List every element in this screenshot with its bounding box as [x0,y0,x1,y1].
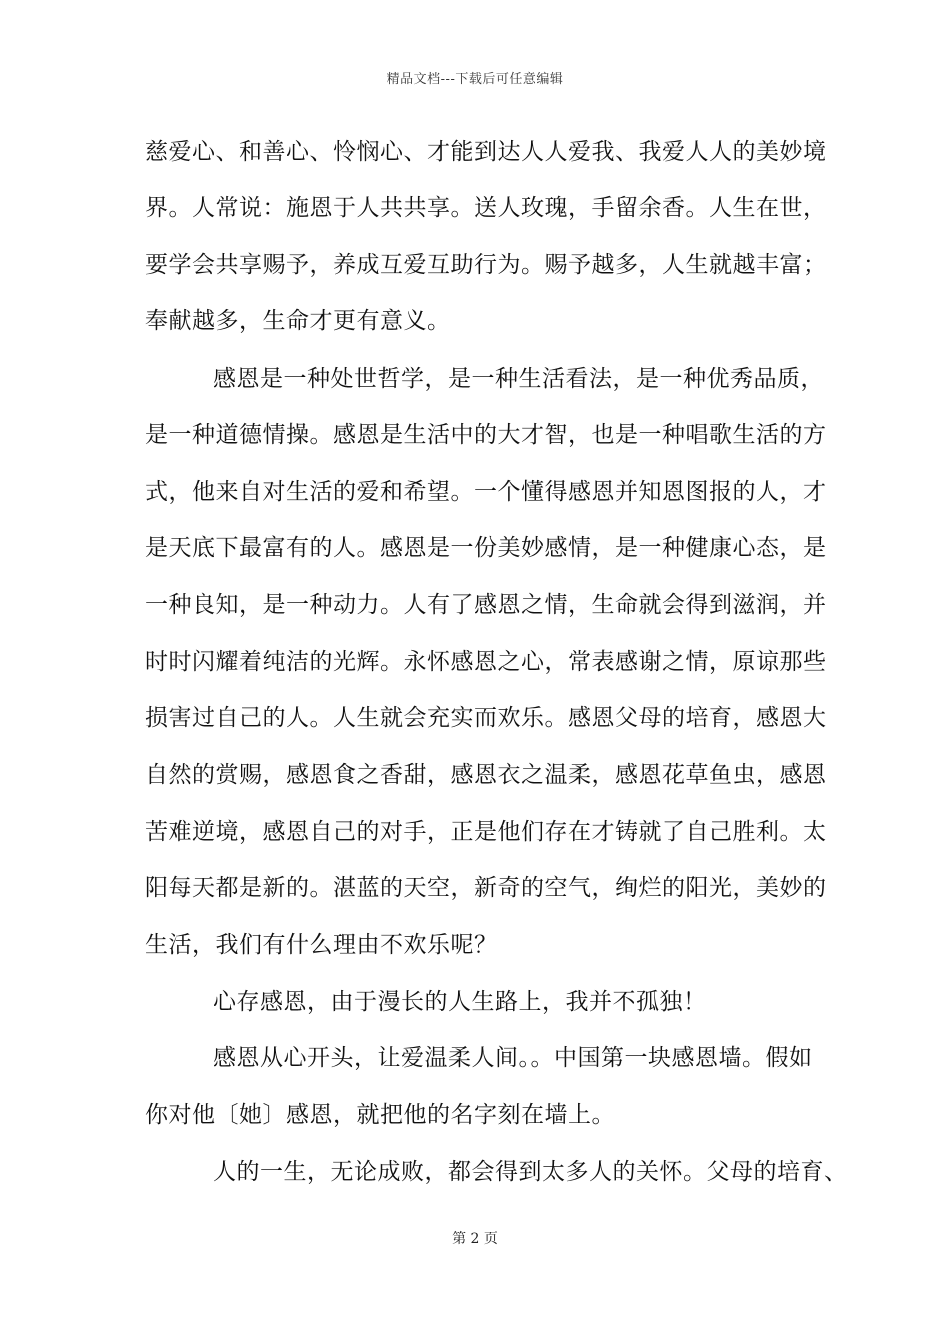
paragraph-start-line: 感恩是一种处世哲学，是一种生活看法，是一种优秀品质， [213,366,824,392]
text-line: 损害过自己的人。人生就会充实而欢乐。感恩父母的培育，感恩大 [145,705,827,731]
paragraph-start-line: 感恩从心开头，让爱温柔人间。。中国第一块感恩墙。假如 [213,1045,813,1071]
text-line: 一种良知，是一种动力。人有了感恩之情，生命就会得到滋润，并 [145,592,827,618]
text-line: 自然的赏赐，感恩食之香甜，感恩衣之温柔，感恩花草鱼虫，感恩 [145,762,827,788]
text-line: 时时闪耀着纯洁的光辉。永怀感恩之心，常表感谢之情，原谅那些 [145,649,827,675]
text-line: 阳每天都是新的。湛蓝的天空，新奇的空气，绚烂的阳光，美妙的 [145,875,827,901]
text-line: 式，他来自对生活的爱和希望。一个懂得感恩并知恩图报的人，才 [145,479,827,505]
page-number: 第 2 页 [452,1231,498,1247]
paragraph-start-line: 人的一生，无论成败，都会得到太多人的关怀。父母的培育、 [213,1159,848,1185]
text-line: 生活，我们有什么理由不欢乐呢？ [145,932,498,958]
text-line: 界。人常说：施恩于人共共享。送人玫瑰，手留余香。人生在世， [145,195,827,221]
text-line: 要学会共享赐予，养成互爱互助行为。赐予越多，人生就越丰富； [145,252,827,278]
text-line: 你对他〔她〕感恩，就把他的名字刻在墙上。 [145,1102,615,1128]
text-line: 苦难逆境，感恩自己的对手，正是他们存在才铸就了自己胜利。太 [145,819,827,845]
text-line: 是一种道德情操。感恩是生活中的大才智，也是一种唱歌生活的方 [145,422,827,448]
paragraph-start-line: 心存感恩，由于漫长的人生路上，我并不孤独！ [213,989,707,1015]
text-line: 是天底下最富有的人。感恩是一份美妙感情，是一种健康心态，是 [145,535,827,561]
text-line: 奉献越多，生命才更有意义。 [145,308,451,334]
page-header: 精品文档---下载后可任意编辑 [386,72,564,87]
text-line: 慈爱心、和善心、怜悯心、才能到达人人爱我、我爱人人的美妙境 [145,139,827,165]
